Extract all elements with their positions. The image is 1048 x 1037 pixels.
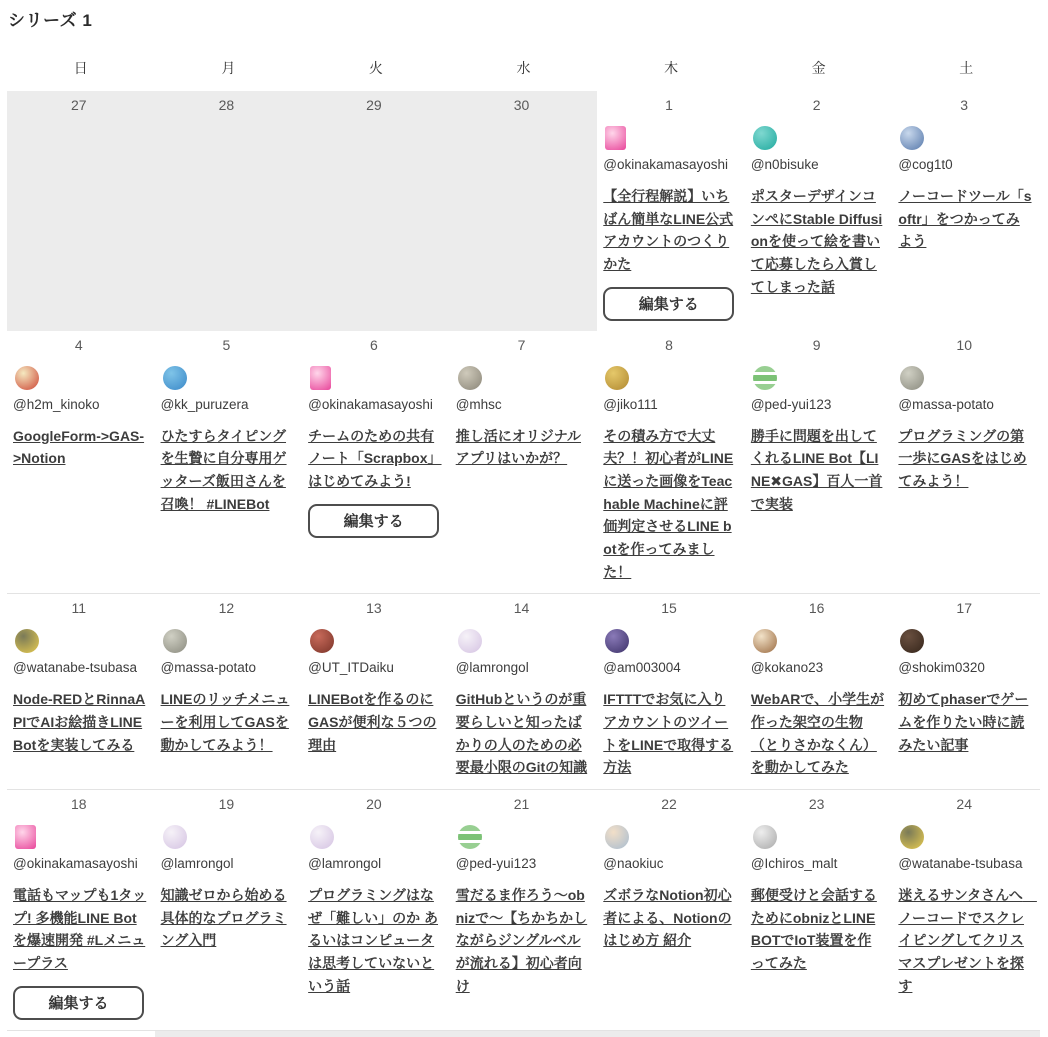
entry-title-link[interactable]: LINEのリッチメニューを利用してGASを動かしてみよう！ <box>160 691 290 753</box>
calendar-week-row <box>7 594 1040 790</box>
day-number: 18 <box>70 796 87 813</box>
calendar-day-3 <box>892 91 1040 331</box>
entry-title-link[interactable]: プログラミングはなぜ「難しい」のか あるいはコンピュータは思考していないという話 <box>308 887 439 994</box>
username-link[interactable]: @massa-potato <box>160 660 257 676</box>
calendar-day-14 <box>450 594 598 789</box>
calendar-day-18 <box>7 790 155 1030</box>
entry-title-link[interactable]: 雪だるま作ろう～obnizで～【ちかちかしながらジングルベルが流れる】初心者向け <box>455 887 588 994</box>
calendar-day-17 <box>892 594 1040 789</box>
day-number: 1 <box>665 97 673 113</box>
day-number: 3 <box>960 97 969 113</box>
weekday-label: 月 <box>221 60 236 76</box>
entry-title-link[interactable]: ひたすらタイピングを生贄に自分専用ゲッターズ飯田さんを召喚！ #LINEBot <box>160 427 287 512</box>
entry-title-link[interactable]: GitHubというのが重要らしいと知ったばかりの人のための必要最小限のGitの知識 <box>455 691 588 776</box>
user-avatar[interactable] <box>753 366 777 390</box>
next-week-inactive-cell <box>597 1031 745 1037</box>
username-link[interactable]: @kk_puruzera <box>160 396 249 412</box>
day-number: 16 <box>808 600 825 617</box>
calendar-day-23 <box>745 790 893 1030</box>
weekday-label: 火 <box>368 60 383 76</box>
entry-title-link[interactable]: 勝手に問題を出してくれるLINE Bot【LINE✖GAS】百人一首で実装 <box>750 427 883 512</box>
username-link[interactable]: @ped-yui123 <box>455 856 537 872</box>
calendar-day-15 <box>597 594 745 789</box>
calendar-day-4 <box>7 331 155 594</box>
entry-title-link[interactable]: 知識ゼロから始める具体的なプログラミング入門 <box>160 887 287 949</box>
user-avatar[interactable] <box>753 825 777 849</box>
calendar-day-12 <box>155 594 303 789</box>
advent-calendar <box>7 58 1040 1037</box>
next-week-inactive-cell <box>745 1031 893 1037</box>
user-avatar[interactable] <box>310 629 334 653</box>
calendar-day-27 <box>7 91 155 331</box>
next-week-active-cell <box>7 1031 155 1037</box>
entry-title-link[interactable]: Node-REDとRinnaAPIでAIお絵描きLINE Botを実装してみる <box>13 691 146 753</box>
day-number: 28 <box>218 97 235 113</box>
user-avatar[interactable] <box>163 825 187 849</box>
day-number: 19 <box>218 796 235 813</box>
day-number: 12 <box>218 600 235 617</box>
calendar-day-30 <box>450 91 598 331</box>
day-number: 24 <box>956 796 972 813</box>
calendar-day-13 <box>302 594 450 789</box>
user-avatar[interactable] <box>15 825 36 849</box>
day-number: 10 <box>956 336 972 353</box>
weekday-label: 水 <box>516 60 531 76</box>
user-avatar[interactable] <box>458 629 482 653</box>
calendar-day-10 <box>892 331 1040 594</box>
day-number: 6 <box>370 336 378 353</box>
user-avatar[interactable] <box>605 825 629 849</box>
calendar-week-row <box>7 331 1040 595</box>
calendar-day-21 <box>450 790 598 1030</box>
day-number: 4 <box>74 336 83 353</box>
user-avatar[interactable] <box>900 366 924 390</box>
edit-button[interactable]: 編集する <box>13 986 144 1020</box>
calendar-day-11 <box>7 594 155 789</box>
user-avatar[interactable] <box>900 629 924 653</box>
calendar-day-7 <box>450 331 598 594</box>
user-avatar[interactable] <box>605 629 629 653</box>
next-week-inactive-cell <box>302 1031 450 1037</box>
user-avatar[interactable] <box>15 629 39 653</box>
day-number: 14 <box>513 600 530 617</box>
day-number: 29 <box>366 97 382 113</box>
user-avatar[interactable] <box>163 629 187 653</box>
username-link[interactable]: @Ichiros_malt <box>750 856 838 872</box>
entry-title-link[interactable]: LINEBotを作るのにGASが便利な５つの理由 <box>308 691 437 753</box>
calendar-week-row <box>7 91 1040 331</box>
username-link[interactable]: @watanabe-tsubasa <box>898 856 1023 872</box>
entry-title-link[interactable]: ポスターデザインコンペにStable Diffusionを使って絵を書いて応募したら入賞してしまった話 <box>750 188 883 295</box>
user-avatar[interactable] <box>753 629 777 653</box>
username-link[interactable]: @h2m_kinoko <box>13 396 100 412</box>
edit-button[interactable]: 編集する <box>308 504 439 538</box>
calendar-day-6 <box>302 331 450 594</box>
day-number: 11 <box>71 600 87 617</box>
day-number: 17 <box>956 600 972 617</box>
day-number: 8 <box>665 336 673 353</box>
entry-title-link[interactable]: 電話もマップも1タップ! 多機能LINE Botを爆速開発 #Lメニュープラス <box>13 887 147 972</box>
username-link[interactable]: @naokiuc <box>603 856 664 872</box>
username-link[interactable]: @okinakamasayoshi <box>308 396 433 412</box>
user-avatar[interactable] <box>458 825 482 849</box>
day-number: 2 <box>812 97 821 113</box>
calendar-day-24 <box>892 790 1040 1030</box>
calendar-day-8 <box>597 331 745 594</box>
user-avatar[interactable] <box>605 366 629 390</box>
entry-title-link[interactable]: 推し活にオリジナルアプリはいかが？ <box>455 427 582 467</box>
calendar-day-1 <box>597 91 745 331</box>
user-avatar[interactable] <box>605 126 626 150</box>
user-avatar[interactable] <box>900 126 924 150</box>
weekday-label: 金 <box>811 60 826 76</box>
username-link[interactable]: @shokim0320 <box>898 660 985 676</box>
weekday-label: 土 <box>959 60 974 76</box>
entry-title-link[interactable]: 迷えるサンタさんへ ノーコードでスクレイピングしてクリスマスプレゼントを探す <box>898 887 1037 994</box>
user-avatar[interactable] <box>15 366 39 390</box>
entry-title-link[interactable]: 郵便受けと会話するためにobnizとLINE BOTでIoT装置を作ってみた <box>750 887 877 972</box>
calendar-weeks <box>7 91 1040 1031</box>
username-link[interactable]: @okinakamasayoshi <box>603 157 729 172</box>
username-link[interactable]: @mhsc <box>455 396 502 412</box>
user-avatar[interactable] <box>900 825 924 849</box>
username-link[interactable]: @ped-yui123 <box>750 396 832 412</box>
calendar-day-2 <box>745 91 893 331</box>
username-link[interactable]: @UT_ITDaiku <box>308 660 394 676</box>
day-number: 7 <box>517 336 526 353</box>
day-number: 13 <box>366 600 382 617</box>
username-link[interactable]: @lamrongol <box>455 660 529 676</box>
next-week-inactive-cell <box>450 1031 598 1037</box>
user-avatar[interactable] <box>753 126 777 150</box>
day-number: 27 <box>70 97 87 113</box>
calendar-day-22 <box>597 790 745 1030</box>
day-number: 23 <box>808 796 825 813</box>
day-number: 15 <box>661 600 677 617</box>
user-avatar[interactable] <box>310 825 334 849</box>
day-number: 9 <box>812 336 821 353</box>
calendar-day-9 <box>745 331 893 594</box>
username-link[interactable]: @n0bisuke <box>750 157 819 172</box>
user-avatar[interactable] <box>310 366 331 390</box>
user-avatar[interactable] <box>458 366 482 390</box>
entry-title-link[interactable]: IFTTTでお気に入りアカウントのツイートをLINEで取得する方法 <box>603 691 734 776</box>
entry-title-link[interactable]: チームのための共有ノート「Scrapbox」はじめてみよう! <box>308 427 442 490</box>
day-number: 20 <box>366 796 382 813</box>
calendar-week-row <box>7 790 1040 1031</box>
day-number: 30 <box>513 97 530 113</box>
day-number: 5 <box>222 336 231 353</box>
username-link[interactable]: @lamrongol <box>160 856 234 872</box>
entry-title-link[interactable]: プログラミングの第一歩にGASをはじめてみよう！ <box>898 427 1027 490</box>
edit-button[interactable]: 編集する <box>603 287 734 321</box>
entry-title-link[interactable]: WebARで、小学生が作った架空の生物（とりさかなくん）を動かしてみた <box>750 691 885 776</box>
next-week-inactive-cell <box>892 1031 1040 1037</box>
user-avatar[interactable] <box>163 366 187 390</box>
username-link[interactable]: @cog1t0 <box>898 157 953 172</box>
weekday-header-row <box>7 58 1040 91</box>
next-week-inactive-cell <box>155 1031 303 1037</box>
calendar-day-5 <box>155 331 303 594</box>
entry-title-link[interactable]: 【全行程解説】いちばん簡単なLINE公式アカウントのつくりかた <box>603 188 734 273</box>
calendar-day-29 <box>302 91 450 331</box>
calendar-day-19 <box>155 790 303 1030</box>
calendar-day-20 <box>302 790 450 1030</box>
calendar-day-28 <box>155 91 303 331</box>
weekday-label: 日 <box>73 60 88 76</box>
page-title: シリーズ 1 <box>8 11 93 30</box>
entry-title-link[interactable]: GoogleForm->GAS->Notion <box>13 427 145 467</box>
username-link[interactable]: @kokano23 <box>750 660 824 676</box>
username-link[interactable]: @massa-potato <box>898 396 994 412</box>
weekday-label: 木 <box>664 60 679 76</box>
entry-title-link[interactable]: 初めてphaserでゲームを作りたい時に読みたい記事 <box>898 691 1029 753</box>
entry-title-link[interactable]: その積み方で大丈夫？！初心者がLINEに送った画像をTeachable Machineに評価判定させるLINE botを作ってみました！ <box>603 427 734 580</box>
entry-title-link[interactable]: ノーコードツール「softr」をつかってみよう <box>898 188 1032 250</box>
entry-title-link[interactable]: ズボラなNotion初心者による、Notionのはじめ方 紹介 <box>603 887 732 949</box>
username-link[interactable]: @watanabe-tsubasa <box>13 660 138 676</box>
username-link[interactable]: @okinakamasayoshi <box>13 856 138 872</box>
day-number: 21 <box>513 796 530 813</box>
day-number: 22 <box>661 796 677 813</box>
username-link[interactable]: @lamrongol <box>308 856 382 872</box>
username-link[interactable]: @am003004 <box>603 660 681 676</box>
calendar-day-16 <box>745 594 893 789</box>
next-week-preview-row <box>7 1031 1040 1037</box>
username-link[interactable]: @jiko111 <box>603 396 658 412</box>
